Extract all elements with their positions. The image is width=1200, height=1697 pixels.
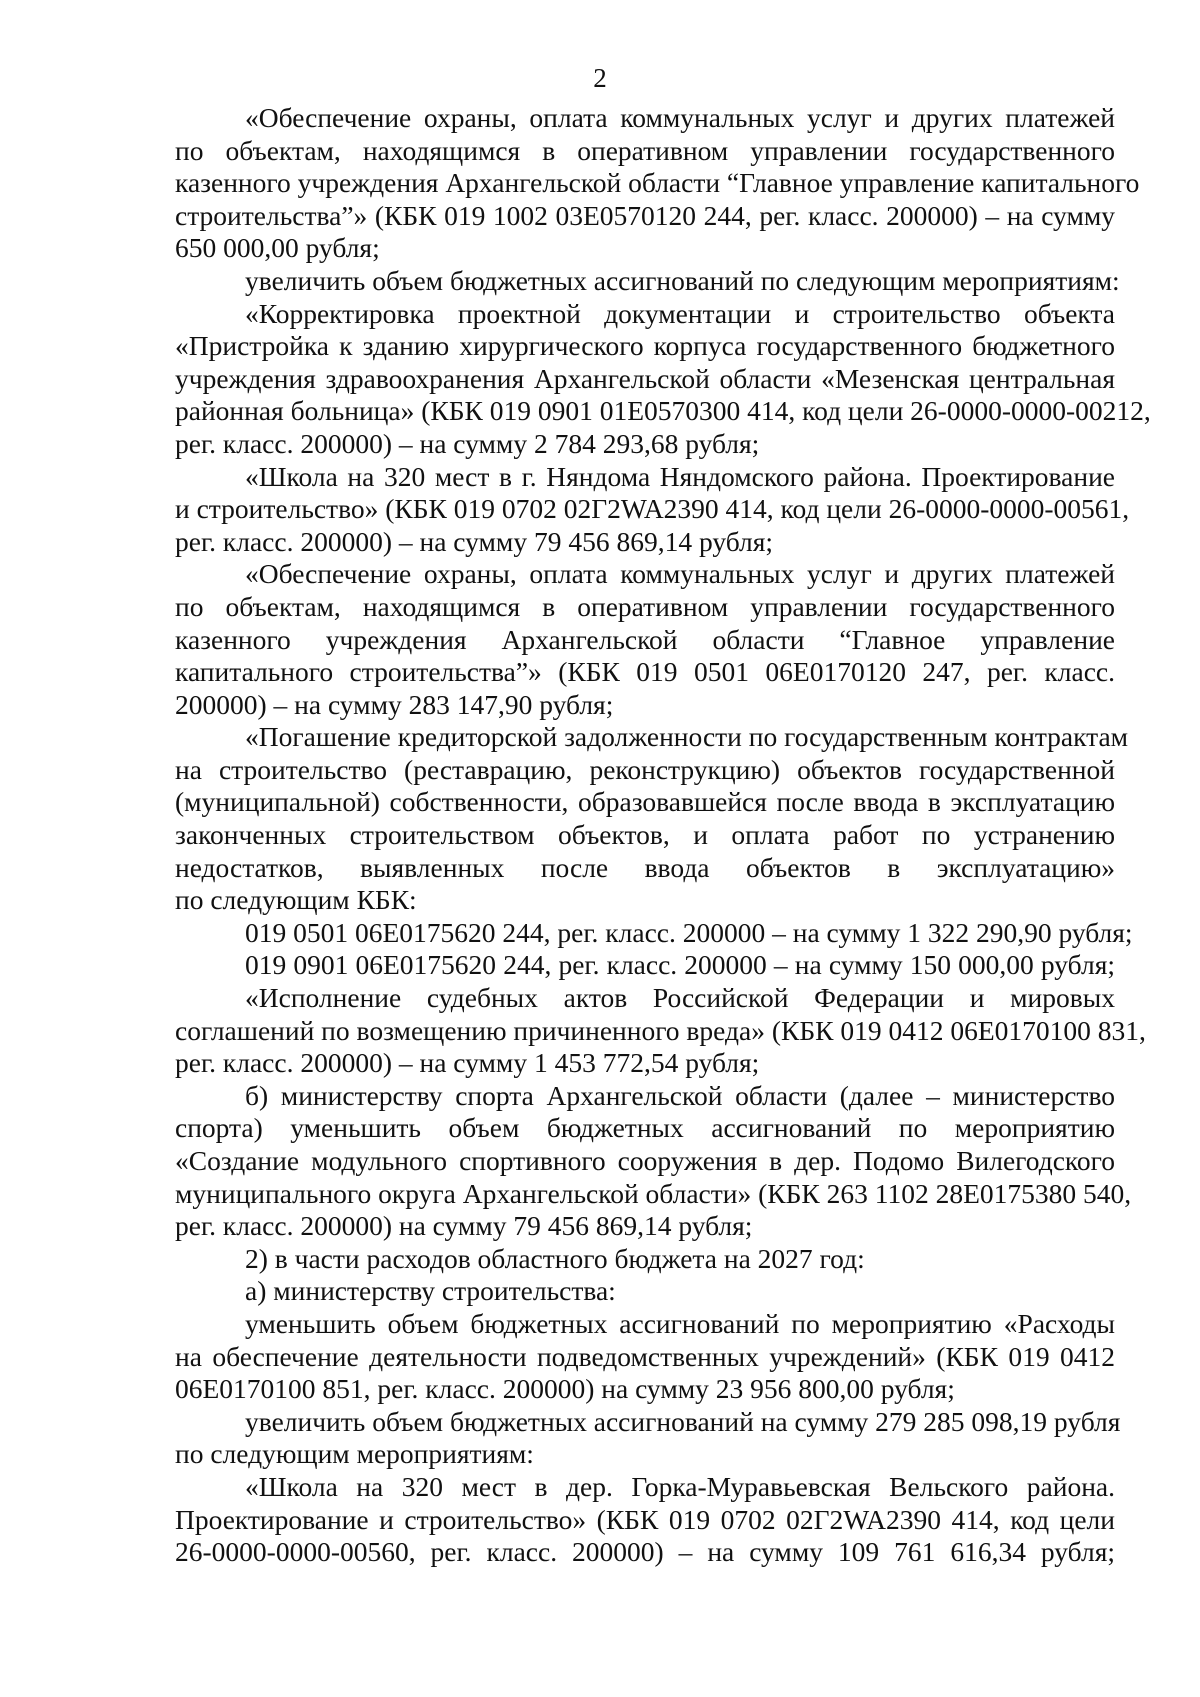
text-line: на обеспечение деятельности подведомственных учреждений» (КБК 019 0412 [175,1340,1115,1372]
text-line: по объектам, находящимся в оперативном управлении государственного [175,590,1115,622]
text-line: по следующим КБК: [175,884,417,916]
text-line: 200000) – на сумму 283 147,90 рубля; [175,688,614,720]
text-line: строительства”» (КБК 019 1002 03Е0570120 244, рег. класс. 200000) – на сумму [175,199,1115,231]
text-line: 650 000,00 рубля; [175,232,380,264]
text-line: б) министерству спорта Архангельской области (далее – министерство [245,1079,1115,1111]
text-line: «Пристройка к зданию хирургического корпуса государственного бюджетного [175,330,1115,362]
text-line: 2) в части расходов областного бюджета на 2027 год: [245,1242,865,1274]
text-line: казенного учреждения Архангельской области “Главное управление [175,623,1115,655]
text-line: «Корректировка проектной документации и строительство объекта [245,297,1115,329]
text-line: «Обеспечение охраны, оплата коммунальных услуг и других платежей [245,558,1115,590]
text-line: 26-0000-0000-00560, рег. класс. 200000) – на сумму 109 761 616,34 рубля; [175,1536,1115,1568]
text-line: соглашений по возмещению причиненного вреда» (КБК 019 0412 06Е0170100 831, [175,1014,1146,1046]
text-line: рег. класс. 200000) – на сумму 1 453 772,54 рубля; [175,1047,760,1079]
text-line: законченных строительством объектов, и оплата работ по устранению [175,819,1115,851]
text-line: на строительство (реставрацию, реконструкцию) объектов государственной [175,753,1115,785]
text-line: рег. класс. 200000) на сумму 79 456 869,14 рубля; [175,1210,753,1242]
text-line: рег. класс. 200000) – на сумму 79 456 869,14 рубля; [175,525,774,557]
document-body [175,102,1151,1569]
text-line: «Исполнение судебных актов Российской Федерации и мировых [245,982,1115,1014]
text-line: рег. класс. 200000) – на сумму 2 784 293,68 рубля; [175,427,760,459]
text-line: 019 0501 06Е0175620 244, рег. класс. 200000 – на сумму 1 322 290,90 рубля; [245,916,1133,948]
text-line: «Создание модульного спортивного сооружения в дер. Подомо Вилегодского [175,1145,1115,1176]
text-line: «Погашение кредиторской задолженности по государственным контрактам [245,721,1129,753]
text-line: уменьшить объем бюджетных ассигнований по мероприятию «Расходы [245,1307,1115,1339]
text-line: казенного учреждения Архангельской области “Главное управление капитального [175,167,1140,199]
text-line: муниципального округа Архангельской области» (КБК 263 1102 28Е0175380 540, [175,1177,1132,1209]
text-line: недостатков, выявленных после ввода объектов в эксплуатацию» [175,851,1115,883]
text-line: по следующим мероприятиям: [175,1438,534,1470]
text-line: увеличить объем бюджетных ассигнований на сумму 279 285 098,19 рубля [245,1405,1121,1437]
text-line: капитального строительства”» (КБК 019 0501 06Е0170120 247, рег. класс. [175,656,1115,688]
text-line: (муниципальной) собственности, образовавшейся после ввода в эксплуатацию [175,786,1115,818]
text-line: и строительство» (КБК 019 0702 02Г2WA2390 414, код цели 26-0000-0000-00561, [175,493,1130,525]
text-line: по объектам, находящимся в оперативном управлении государственного [175,134,1115,166]
page-number: 2 [593,63,607,93]
text-line: увеличить объем бюджетных ассигнований по следующим мероприятиям: [245,264,1120,296]
text-line: «Обеспечение охраны, оплата коммунальных услуг и других платежей [245,102,1115,133]
text-line: 06Е0170100 851, рег. класс. 200000) на сумму 23 956 800,00 рубля; [175,1373,955,1405]
text-line: «Школа на 320 мест в дер. Горка-Муравьевская Вельского района. [245,1470,1115,1502]
text-line: а) министерству строительства: [245,1275,616,1307]
text-line: спорта) уменьшить объем бюджетных ассигнований по мероприятию [175,1112,1115,1144]
text-line: 019 0901 06Е0175620 244, рег. класс. 200000 – на сумму 150 000,00 рубля; [245,949,1115,981]
text-line: районная больница» (КБК 019 0901 01Е0570300 414, код цели 26-0000-0000-00212, [175,395,1151,427]
text-line: Проектирование и строительство» (КБК 019 0702 02Г2WA2390 414, код цели [175,1503,1115,1535]
text-line: «Школа на 320 мест в г. Няндома Няндомского района. Проектирование [245,460,1115,492]
text-line: учреждения здравоохранения Архангельской области «Мезенская центральная [175,362,1115,394]
